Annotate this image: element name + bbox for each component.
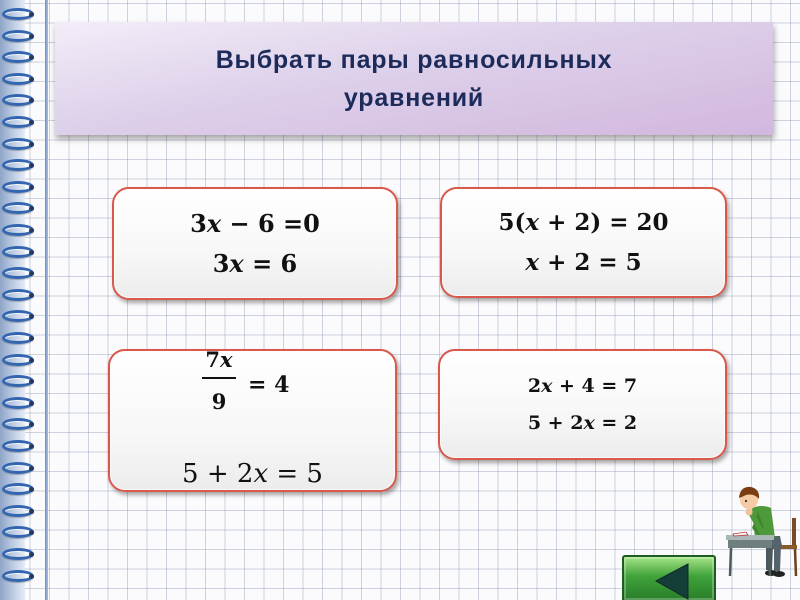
binder-ring <box>2 397 34 409</box>
back-button[interactable] <box>622 555 716 600</box>
variable-x: x <box>583 411 595 434</box>
equation-pair <box>114 189 396 298</box>
variable-x: x <box>229 248 244 278</box>
fraction-bar <box>202 377 236 379</box>
binder-ring <box>2 73 34 85</box>
binder-ring <box>2 570 34 582</box>
equation-line: 5 + 2x = 2 <box>527 411 638 434</box>
binder-ring <box>2 354 34 366</box>
binder-ring <box>2 440 34 452</box>
arrow-left-icon <box>624 557 714 600</box>
equation-line: 5(x + 2) = 20 <box>498 208 669 236</box>
variable-x: x <box>253 459 269 489</box>
equation-pair <box>440 351 725 458</box>
margin-line <box>45 0 48 600</box>
binder-ring <box>2 267 34 279</box>
binder-ring <box>2 548 34 560</box>
binder-ring <box>2 375 34 387</box>
variable-x: x <box>541 374 553 397</box>
fraction-numerator: 7x <box>205 347 233 372</box>
binder-ring <box>2 51 34 63</box>
binder-ring <box>2 202 34 214</box>
binder-ring <box>2 526 34 538</box>
binder-ring <box>2 505 34 517</box>
equation-pair <box>442 189 725 296</box>
binder-ring <box>2 30 34 42</box>
fraction-right-side: = 4 <box>248 372 290 398</box>
equation-card-3[interactable] <box>108 349 397 492</box>
fraction <box>202 348 236 415</box>
binder-ring <box>2 462 34 474</box>
binder-ring <box>2 138 34 150</box>
slide-title-line-1: Выбрать пары равносильных <box>215 45 613 74</box>
variable-x: x <box>525 208 540 236</box>
equation-line: 5 + 2x = 5 <box>182 459 323 489</box>
equation-line: 2x + 4 = 7 <box>527 374 638 397</box>
equation-card-2[interactable] <box>440 187 727 298</box>
equation-line: x + 2 = 5 <box>525 248 642 276</box>
variable-x: x <box>525 248 540 276</box>
binder-ring <box>2 332 34 344</box>
student-at-desk-icon <box>718 478 798 578</box>
binder-ring <box>2 246 34 258</box>
binder-ring <box>2 310 34 322</box>
variable-x: x <box>220 347 233 372</box>
equation-card-1[interactable] <box>112 187 398 300</box>
fraction-equation <box>202 347 290 415</box>
title-banner <box>55 22 773 135</box>
equation-card-4[interactable] <box>438 349 727 460</box>
fraction-denominator: 9 <box>211 389 227 414</box>
binder-ring <box>2 289 34 301</box>
slide-title-line-2: уравнений <box>343 83 485 112</box>
binder-ring <box>2 8 34 20</box>
variable-x: x <box>206 208 222 238</box>
binder-ring <box>2 94 34 106</box>
binder-ring <box>2 483 34 495</box>
equation-line: 3x = 6 <box>212 248 298 278</box>
binder-ring <box>2 418 34 430</box>
binder-ring <box>2 224 34 236</box>
binder-ring <box>2 159 34 171</box>
binder-ring <box>2 181 34 193</box>
equation-line: 3x − 6 =0 <box>190 208 320 238</box>
binder-ring <box>2 116 34 128</box>
notebook-binding <box>0 0 50 600</box>
